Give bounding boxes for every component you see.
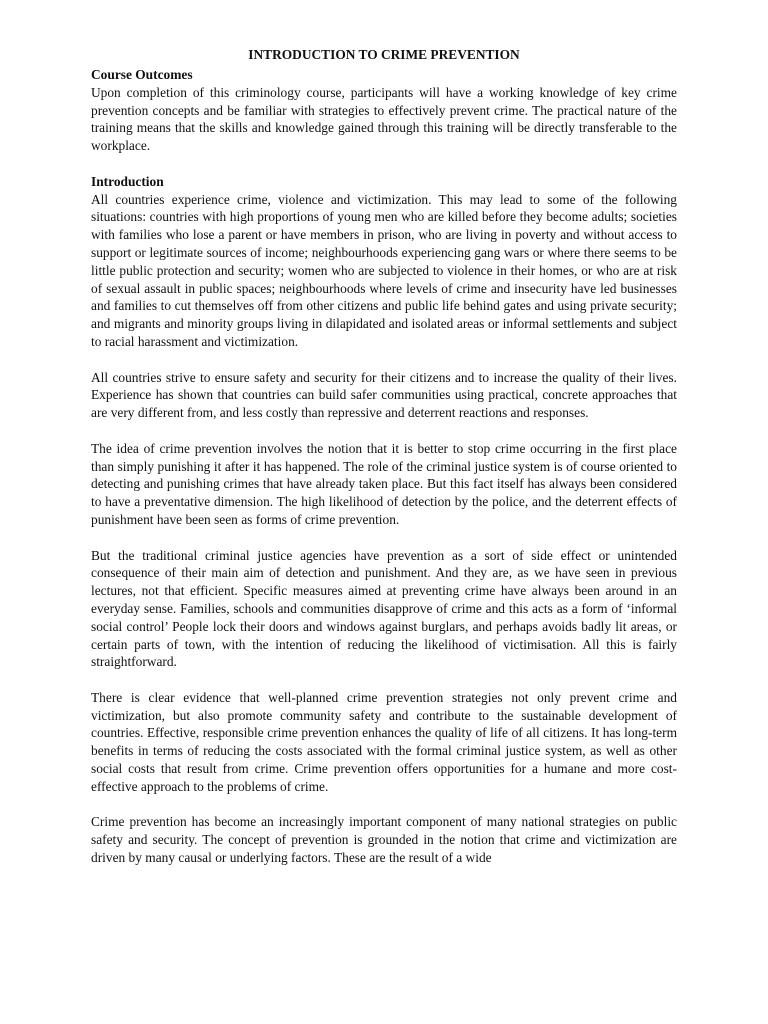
- paragraph-spacer: [91, 529, 677, 547]
- paragraph-intro-3: The idea of crime prevention involves the notion that it is better to stop crime occurring in the first place than simply punishing it after it has happened. The role of the criminal justice system is of course oriented to detecting and punishing crimes that have already taken place. But this fact itself has always been considered to have a preventative dimension. The high likelihood of detection by the police, and the deterrent effects of punishment have been seen as forms of crime prevention.: [91, 440, 677, 527]
- paragraph-course-outcomes: Upon completion of this criminology course, participants will have a working knowledge of key crime prevention concepts and be familiar with strategies to effectively prevent crime. The practical nature of the training means that the skills and knowledge gained through this training will be directly transferable to the workplace.: [91, 84, 677, 154]
- paragraph-spacer: [91, 351, 677, 369]
- document-title: INTRODUCTION TO CRIME PREVENTION: [248, 47, 520, 62]
- paragraph-spacer: [91, 155, 677, 173]
- paragraph-spacer: [91, 422, 677, 440]
- paragraph-intro-6: Crime prevention has become an increasingly important component of many national strategies on public safety and security. The concept of prevention is grounded in the notion that crime and victimization are driven by many causal or underlying factors. These are the result of a wide: [91, 814, 677, 866]
- document-page: [91, 44, 677, 867]
- section-heading-introduction: Introduction: [91, 173, 164, 189]
- paragraph-intro-2: All countries strive to ensure safety and security for their citizens and to increase the quality of their lives. Experience has shown that countries can build safer communities using practical, concrete approaches that are very different from, and less costly than repressive and deterrent reactions and responses.: [91, 369, 677, 421]
- paragraph-spacer: [91, 796, 677, 814]
- paragraph-intro-5: There is clear evidence that well-planned crime prevention strategies not only prevent crime and victimization, but also promote community safety and contribute to the sustainable development of countries. Effective, responsible crime prevention enhances the quality of life of all citizens. It has long-term benefits in terms of reducing the costs associated with the formal criminal justice system, as well as other social costs that result from crime. Crime prevention offers opportunities for a humane and more cost-effective approach to the problems of crime.: [91, 689, 677, 794]
- section-heading-course-outcomes: Course Outcomes: [91, 67, 193, 82]
- paragraph-intro-1: All countries experience crime, violence and victimization. This may lead to some of the following situations: countries with high proportions of young men who are killed before they become adults; societies with families who lose a parent or have members in prison, who are living in poverty and without access to support or legitimate sources of income; neighbourhoods experiencing gang wars or where there seems to be little public protection and security; women who are subjected to violence in their homes, or who are at risk of sexual assault in public spaces; neighbourhoods where levels of crime and insecurity have led businesses and families to cut themselves off from other citizens and public life behind gates and using private security; and migrants and minority groups living in dilapidated and isolated areas or informal settlements and subject to racial harassment and victimization.: [91, 191, 677, 349]
- paragraph-intro-4: But the traditional criminal justice agencies have prevention as a sort of side effect or unintended consequence of their main aim of detection and punishment. And they are, as we have seen in previous lectures, not that efficient. Specific measures aimed at preventing crime have always been around in an everyday sense. Families, schools and communities disapprove of crime and this acts as a form of ‘informal social control’ People lock their doors and windows against burglars, and perhaps avoids badly lit areas, or certain parts of town, with the intention of reducing the likelihood of victimisation. All this is fairly straightforward.: [91, 547, 677, 670]
- paragraph-spacer: [91, 671, 677, 689]
